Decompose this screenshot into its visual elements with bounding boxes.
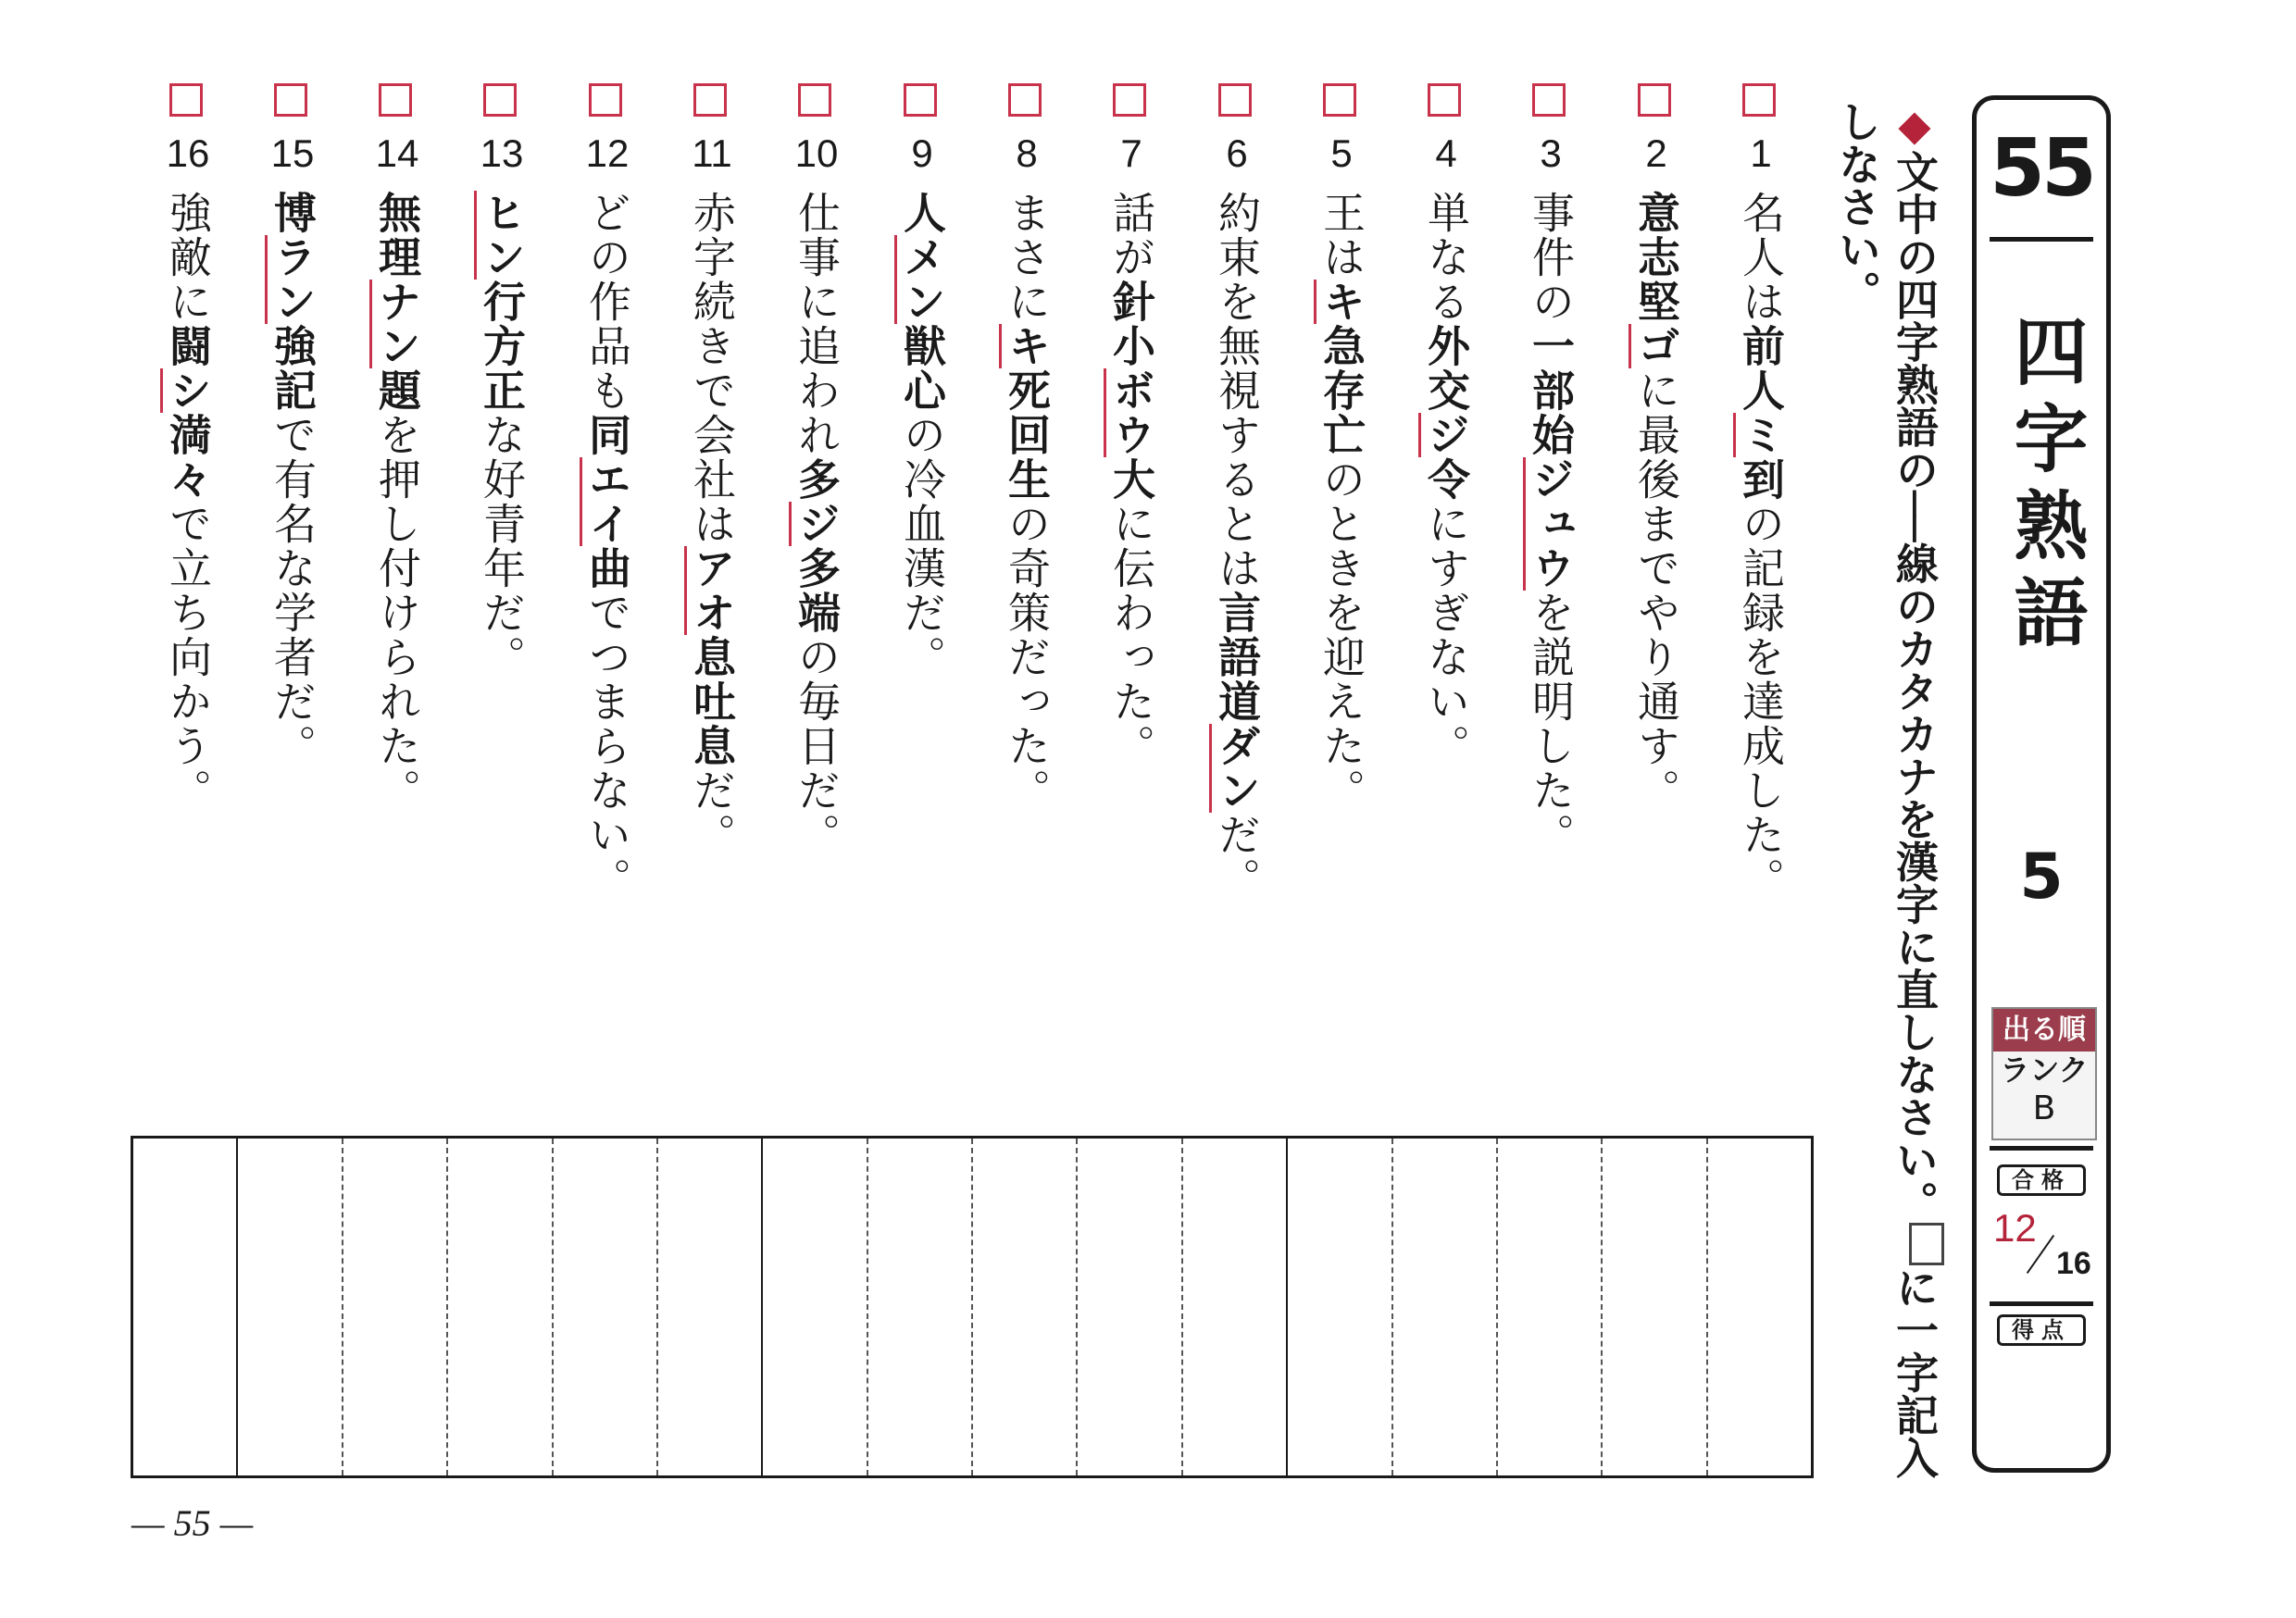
question-number: 8 [1016, 131, 1038, 175]
idiom-part: 前人 [1736, 324, 1786, 413]
sentence-part: の冷血漢だ。 [897, 413, 947, 679]
question-item [465, 83, 539, 1009]
divider [1990, 237, 2093, 242]
question-item [1724, 83, 1798, 1009]
sentence-part: に最後までやり通す。 [1631, 368, 1681, 813]
diamond-icon: ◆ [1890, 100, 1940, 150]
question-text [1525, 191, 1577, 1005]
idiom-part: 無理 [372, 191, 422, 280]
sentence-part: を押し付けられた。 [372, 413, 422, 813]
instructions-part2: 線のカタカナを漢字に直しなさい。 [1890, 541, 1940, 1224]
question-item [1200, 83, 1274, 1009]
question-number: 6 [1226, 131, 1248, 175]
check-box[interactable] [274, 83, 307, 117]
question-item [570, 83, 644, 1009]
katakana-target: ゴ [1628, 324, 1681, 368]
pass-total: 16 [2056, 1246, 2091, 1281]
sentence-part: 仕事に追われ [792, 191, 842, 457]
answer-grid [131, 1136, 1814, 1478]
question-item [256, 83, 330, 1009]
sentence-part: で立ち向かう。 [163, 502, 213, 813]
question-number: 12 [585, 131, 630, 175]
question-item [885, 83, 959, 1009]
katakana-target: アオ [684, 546, 737, 635]
idiom-part: 針小 [1106, 280, 1156, 368]
katakana-target: ヒン [474, 191, 527, 280]
answer-cell[interactable] [867, 1139, 971, 1475]
answer-cell[interactable] [971, 1139, 1076, 1475]
idiom-part: 到 [1736, 457, 1786, 502]
sentence-part: な好青年だ。 [477, 413, 527, 679]
question-item [990, 83, 1064, 1009]
katakana-target: ジ [1418, 413, 1471, 457]
check-box[interactable] [1113, 83, 1146, 117]
idiom-part: 息吐息 [687, 635, 737, 768]
question-number: 13 [480, 131, 524, 175]
question-text [162, 191, 214, 1005]
katakana-target: シ [160, 368, 213, 413]
instructions-part1: 文中の四字熟語の [1890, 150, 1940, 491]
answer-cell[interactable] [1391, 1139, 1496, 1475]
pass-score: 12 [1993, 1206, 2037, 1250]
katakana-target: メン [894, 235, 947, 324]
sentence-part: で有名な学者だ。 [268, 413, 318, 768]
sentence-part: 王は [1316, 191, 1366, 280]
answer-cell[interactable] [1181, 1139, 1286, 1475]
instructions [1828, 100, 1944, 1479]
question-item [360, 83, 434, 1009]
question-number: 1 [1750, 131, 1772, 175]
question-number: 2 [1645, 131, 1667, 175]
question-number: 10 [794, 131, 839, 175]
idiom-part: 意志堅 [1631, 191, 1681, 324]
pass-label: 合格 [1997, 1164, 2086, 1196]
idiom-part: 行方正 [477, 280, 527, 413]
sentence-part: にすぎない。 [1421, 502, 1471, 768]
idiom-part: 一部始 [1526, 324, 1576, 457]
idiom-part: 多 [792, 457, 842, 502]
rank-value: B [2032, 1089, 2056, 1127]
sentence-part: 約束を無視するとは [1212, 191, 1262, 591]
check-box[interactable] [169, 83, 203, 117]
answer-cell[interactable] [761, 1139, 866, 1475]
check-box[interactable] [1008, 83, 1042, 117]
question-item [1094, 83, 1168, 1009]
question-number: 11 [692, 131, 732, 175]
chapter-number: 55 [1990, 122, 2093, 215]
sentence-part: の記録を達成した。 [1736, 502, 1786, 902]
check-box[interactable] [379, 83, 412, 117]
katakana-target: ナン [369, 280, 422, 368]
rank-head: 出る順 [1993, 1009, 2095, 1052]
question-number: 14 [375, 131, 419, 175]
question-number: 9 [911, 131, 933, 175]
check-box[interactable] [904, 83, 937, 117]
katakana-target: キ [999, 324, 1052, 368]
question-number: 4 [1435, 131, 1457, 175]
question-text [476, 191, 528, 1005]
idiom-part: 曲 [582, 546, 632, 591]
sentence-part: 話が [1106, 191, 1156, 280]
idiom-part: 闘 [163, 324, 213, 368]
answer-cell[interactable] [552, 1139, 656, 1475]
rank-label: ランク [2000, 1052, 2089, 1088]
question-text [1001, 191, 1053, 1005]
check-box[interactable] [589, 83, 622, 117]
katakana-target: ダン [1209, 724, 1262, 813]
question-number: 7 [1120, 131, 1142, 175]
check-box[interactable] [1638, 83, 1671, 117]
question-item [1514, 83, 1588, 1009]
idiom-part: 題 [372, 368, 422, 413]
answer-cell[interactable] [1286, 1139, 1391, 1475]
katakana-target: エイ [580, 457, 632, 546]
question-text [1735, 191, 1787, 1005]
katakana-target: ボウ [1104, 368, 1156, 457]
sentence-part: の奇策だった。 [1002, 502, 1052, 813]
instructions-part3: に一字記入しなさい。 [1832, 100, 1940, 1479]
question-text [267, 191, 318, 1005]
check-box[interactable] [1323, 83, 1356, 117]
blank-box-icon [1909, 1223, 1944, 1265]
question-item [1619, 83, 1693, 1009]
question-text [1105, 191, 1157, 1005]
katakana-target: ジュウ [1523, 457, 1576, 591]
idiom-part: 強記 [268, 324, 318, 413]
check-box[interactable] [483, 83, 517, 117]
question-text [686, 191, 738, 1005]
sentence-part: でつまらない。 [582, 591, 632, 902]
rank-badge [1991, 1007, 2097, 1140]
question-text [1630, 191, 1682, 1005]
question-text [896, 191, 948, 1005]
check-box[interactable] [1218, 83, 1252, 117]
question-item [1304, 83, 1379, 1009]
chapter-subtitle: 5 [2019, 840, 2064, 914]
answer-cell[interactable] [656, 1139, 761, 1475]
question-text [1316, 191, 1367, 1005]
idiom-part: 外交 [1421, 324, 1471, 413]
page-number: — 55 — [131, 1502, 254, 1544]
sentence-part: だ。 [687, 768, 737, 857]
sentence-part: まさに [1002, 191, 1052, 324]
question-number: 16 [166, 131, 210, 175]
idiom-part: 人 [897, 191, 947, 235]
question-text [581, 191, 633, 1005]
question-text [791, 191, 842, 1005]
check-box[interactable] [693, 83, 727, 117]
question-text [1211, 191, 1263, 1005]
answer-cell[interactable] [1496, 1139, 1601, 1475]
idiom-part: 急存亡 [1316, 324, 1366, 457]
divider [1990, 1301, 2093, 1306]
question-number: 5 [1330, 131, 1353, 175]
question-item [1409, 83, 1483, 1009]
idiom-part: 令 [1421, 457, 1471, 502]
answer-cell[interactable] [236, 1139, 341, 1475]
sentence-part: の毎日だ。 [792, 635, 842, 857]
answer-cell[interactable] [1601, 1139, 1705, 1475]
answer-cell[interactable] [342, 1139, 446, 1475]
score-label: 得点 [1997, 1314, 2086, 1346]
idiom-part: 言語道 [1212, 591, 1262, 724]
idiom-part: 獣心 [897, 324, 947, 413]
sentence-part: 強敵に [163, 191, 213, 324]
idiom-part: 多端 [792, 546, 842, 635]
question-text [371, 191, 423, 1005]
question-item [151, 83, 225, 1009]
katakana-target: ジ [789, 502, 842, 546]
sentence-part: 事件の [1526, 191, 1576, 324]
idiom-part: 同 [582, 413, 632, 457]
sentence-part: 名人は [1736, 191, 1786, 324]
question-number: 15 [270, 131, 315, 175]
idiom-part: 満々 [163, 413, 213, 502]
check-box[interactable] [1428, 83, 1461, 117]
question-item [780, 83, 854, 1009]
answer-cell[interactable] [446, 1139, 551, 1475]
underline-dash: ── [1890, 491, 1940, 542]
check-box[interactable] [1742, 83, 1776, 117]
chapter-title: 四字熟語 [2002, 313, 2088, 661]
chapter-panel [1972, 95, 2111, 1473]
question-number: 3 [1540, 131, 1562, 175]
sentence-part: に伝わった。 [1106, 502, 1156, 768]
katakana-target: ミ [1733, 413, 1786, 457]
idiom-part: 死回生 [1002, 368, 1052, 502]
katakana-target: キ [1314, 280, 1366, 324]
sentence-part: どの作品も [582, 191, 632, 413]
sentence-part: のときを迎えた。 [1316, 457, 1366, 813]
idiom-part: 博 [268, 191, 318, 235]
answer-cell[interactable] [133, 1139, 236, 1475]
idiom-part: 大 [1106, 457, 1156, 502]
question-text [1420, 191, 1472, 1005]
sentence-part: 単なる [1421, 191, 1471, 324]
sentence-part: だ。 [1212, 813, 1262, 902]
check-box[interactable] [1532, 83, 1566, 117]
answer-cell[interactable] [1076, 1139, 1180, 1475]
sentence-part: を説明した。 [1526, 591, 1576, 857]
check-box[interactable] [798, 83, 831, 117]
question-item [675, 83, 749, 1009]
answer-cell[interactable] [1706, 1139, 1811, 1475]
katakana-target: ラン [265, 235, 318, 324]
sentence-part: 赤字続きで会社は [687, 191, 737, 546]
divider [1990, 1146, 2093, 1151]
